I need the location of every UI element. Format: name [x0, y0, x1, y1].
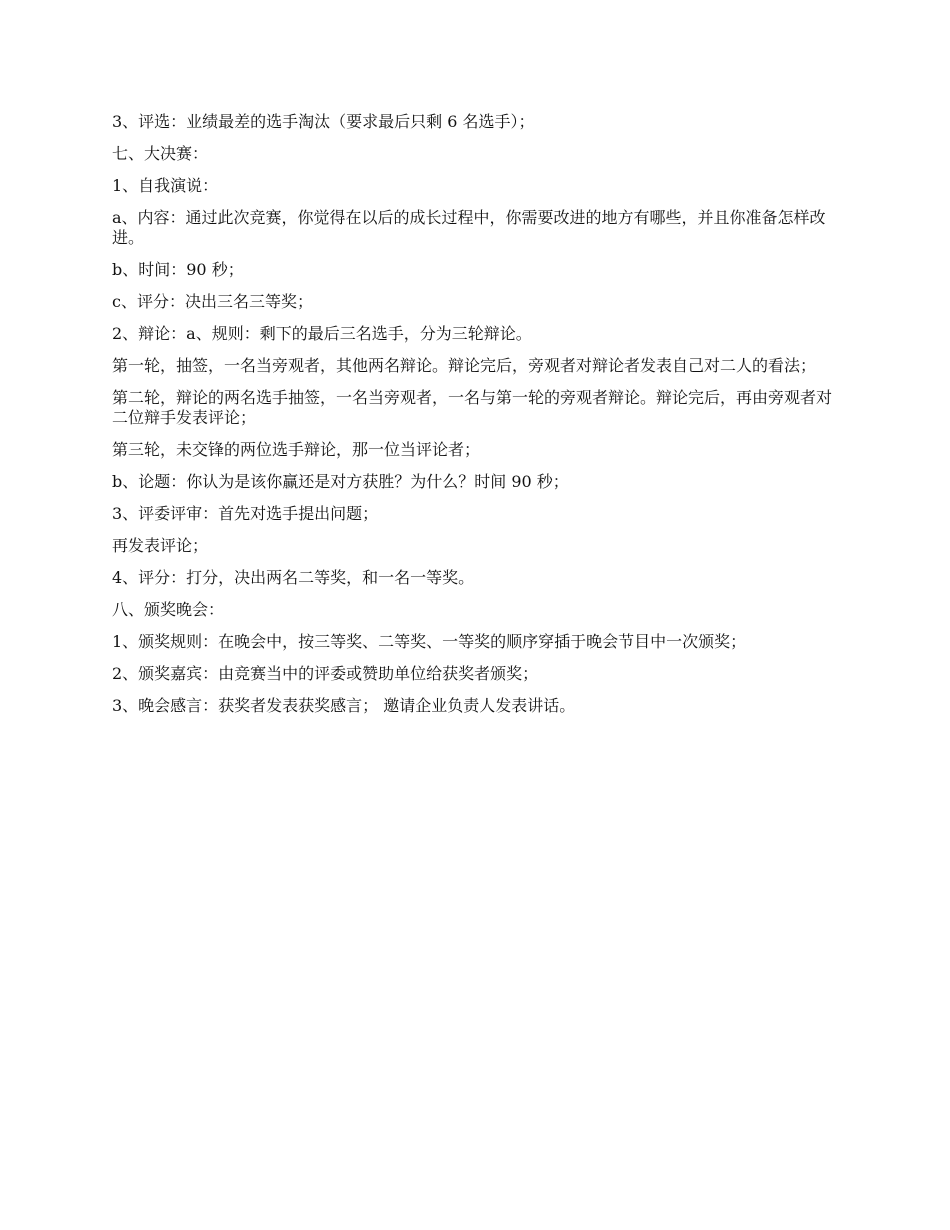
paragraph-debate-topic: b、论题：你认为是该你赢还是对方获胜？为什么？时间 90 秒； [112, 472, 569, 491]
paragraph-award-rules: 1、颁奖规则：在晚会中，按三等奖、二等奖、一等奖的顺序穿插于晚会节目中一次颁奖； [112, 632, 747, 651]
section-heading-award-gala: 八、颁奖晚会： [112, 600, 225, 619]
paragraph-debate-round-1: 第一轮，抽签，一名当旁观者，其他两名辩论。辩论完后，旁观者对辩论者发表自己对二人的看法； [112, 356, 817, 375]
paragraph-self-speech: 1、自我演说： [112, 176, 219, 195]
paragraph-gala-speeches: 3、晚会感言：获奖者发表获奖感言； 邀请企业负责人发表讲话。 [112, 696, 576, 715]
paragraph-speech-scoring: c、评分：决出三名三等奖； [112, 292, 313, 311]
paragraph-judge-review: 3、评委评审：首先对选手提出问题； [112, 504, 379, 523]
document-body [112, 112, 842, 728]
paragraph-speech-time: b、时间：90 秒； [112, 260, 244, 279]
paragraph-debate-round-2: 第二轮，辩论的两名选手抽签，一名当旁观者，一名与第一轮的旁观者辩论。辩论完后，再由旁观者对二位辩手发表评论； [112, 388, 833, 427]
paragraph-debate-round-3: 第三轮，未交锋的两位选手辩论，那一位当评论者； [112, 440, 481, 459]
paragraph-award-guests: 2、颁奖嘉宾：由竞赛当中的评委或赞助单位给获奖者颁奖； [112, 664, 539, 683]
paragraph-elimination-rule: 3、评选：业绩最差的选手淘汰（要求最后只剩 6 名选手）； [112, 112, 535, 131]
paragraph-debate-rules: 2、辩论：a、规则：剩下的最后三名选手，分为三轮辩论。 [112, 324, 532, 343]
paragraph-judge-comment: 再发表评论； [112, 536, 209, 555]
paragraph-speech-content: a、内容：通过此次竞赛，你觉得在以后的成长过程中，你需要改进的地方有哪些，并且你准备怎样改进。 [112, 208, 826, 247]
paragraph-final-scoring: 4、评分：打分，决出两名二等奖，和一名一等奖。 [112, 568, 475, 587]
section-heading-final: 七、大决赛： [112, 144, 209, 163]
